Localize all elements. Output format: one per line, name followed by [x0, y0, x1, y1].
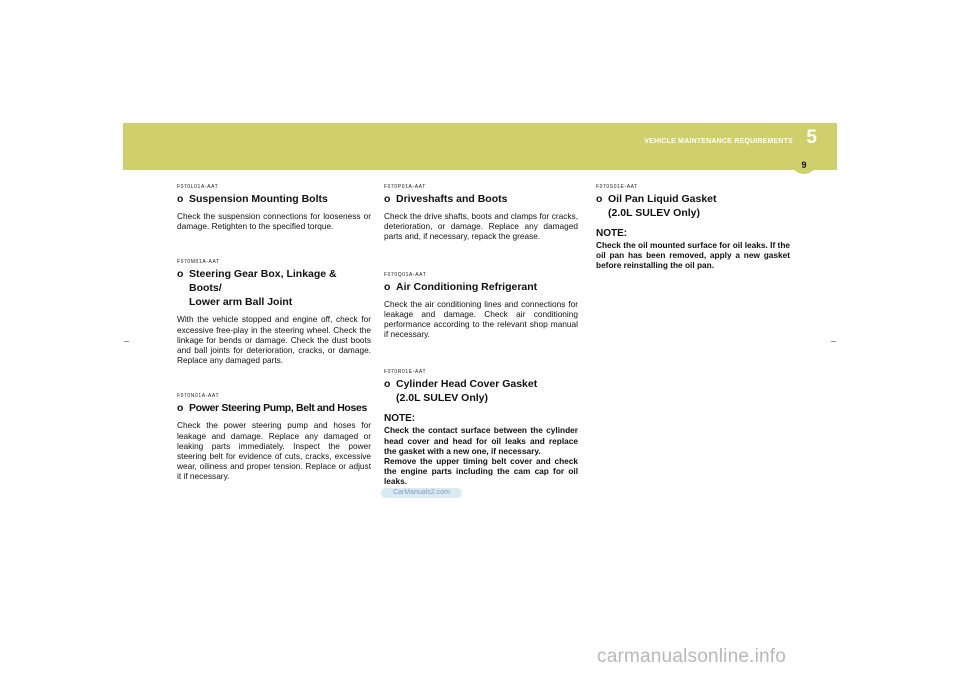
bullet: o: [384, 378, 391, 391]
column-3: [596, 184, 790, 271]
section-ac-refrigerant: [384, 272, 578, 340]
note-label: NOTE:: [596, 228, 628, 239]
small-watermark: CarManuals2.com: [381, 488, 462, 498]
section-heading: [384, 377, 578, 405]
section-code: F070P01A-AAT: [384, 184, 426, 190]
section-code: F070R01E-AAT: [384, 369, 427, 376]
section-body: Check the suspension connections for looseness or damage. Retighten to the specified torque.: [177, 211, 371, 232]
column-1: [177, 184, 371, 482]
bullet: o: [177, 402, 184, 415]
bullet: o: [384, 193, 391, 205]
bullet: o: [177, 268, 184, 281]
bullet: o: [596, 193, 603, 205]
section-code: F070N01A-AAT: [177, 393, 220, 400]
bullet: o: [384, 280, 391, 293]
section-suspension-bolts: [177, 184, 371, 231]
section-code: F070S01E-AAT: [596, 184, 638, 190]
page-number: 9: [791, 156, 817, 174]
section-driveshafts: [384, 184, 578, 242]
section-heading: [384, 280, 578, 294]
header-title: VEHICLE MAINTENANCE REQUIREMENTS: [644, 138, 793, 145]
section-code: F070Q01A-AAT: [384, 271, 427, 278]
chapter-number: 5: [806, 127, 817, 148]
section-heading: [384, 192, 578, 206]
section-steering-gear: [177, 259, 371, 365]
section-code: F070L01A-AAT: [177, 184, 219, 190]
section-heading: [596, 192, 790, 220]
heading-text: Cylinder Head Cover Gasket: [396, 378, 538, 391]
heading-text-line2: (2.0L SULEV Only): [396, 392, 488, 405]
heading-text: Suspension Mounting Bolts: [189, 193, 328, 205]
heading-text: Oil Pan Liquid Gasket: [608, 193, 717, 205]
column-2: [384, 184, 578, 487]
heading-text-line2: (2.0L SULEV Only): [608, 207, 700, 219]
note-text: Check the oil mounted surface for oil leaks. If the oil pan has been removed, apply a new gasket before reinstalling the oil pan.: [596, 240, 790, 271]
section-heading: [177, 267, 371, 309]
bullet: o: [177, 193, 184, 205]
heading-text: Air Conditioning Refrigerant: [396, 280, 538, 293]
section-body: Check the power steering pump and hoses for leakage and damage. Replace any damaged or leaking parts immediately. Inspect the power steering belt for evidence of cuts, cracks, excessive wear, oiliness and proper tension. Replace or adjust it if necessary.: [177, 420, 371, 482]
note-label: NOTE:: [384, 413, 416, 425]
section-body: Check the air conditioning lines and connections for leakage and damage. Check air conditioning performance according to the relevant shop manual if necessary.: [384, 298, 578, 340]
site-watermark: carmanualsonline.info: [597, 646, 787, 667]
heading-text-line2: Lower arm Ball Joint: [189, 296, 293, 309]
section-body: With the vehicle stopped and engine off, check for excessive free-play in the steering wheel. Check the linkage for bends or damage. Check the dust boots and ball joints for deterioration, cracks, or damage. Replace any damaged parts.: [177, 314, 371, 366]
section-power-steering: [177, 393, 371, 481]
crop-mark-right: [831, 341, 836, 342]
section-cylinder-head-gasket: [384, 369, 578, 486]
note-text: Check the contact surface between the cylinder head cover and head for oil leaks and replace the gasket with a new one, if necessary. Remove the upper timing belt cover and check the engine parts including the cam cap for oil leaks.: [384, 425, 578, 487]
section-heading: [177, 192, 371, 206]
heading-text: Steering Gear Box, Linkage & Boots/: [189, 268, 337, 295]
heading-text: Power Steering Pump, Belt and Hoses: [189, 402, 367, 415]
section-oil-pan-gasket: [596, 184, 790, 271]
section-code: F070M01A-AAT: [177, 259, 220, 266]
section-heading: [177, 401, 371, 415]
section-body: Check the drive shafts, boots and clamps for cracks, deterioration, or damage. Replace any damaged parts and, if necessary, repack the grease.: [384, 211, 578, 242]
crop-mark-left: [124, 341, 129, 342]
heading-text: Driveshafts and Boots: [396, 193, 508, 205]
header-band: [123, 123, 837, 170]
